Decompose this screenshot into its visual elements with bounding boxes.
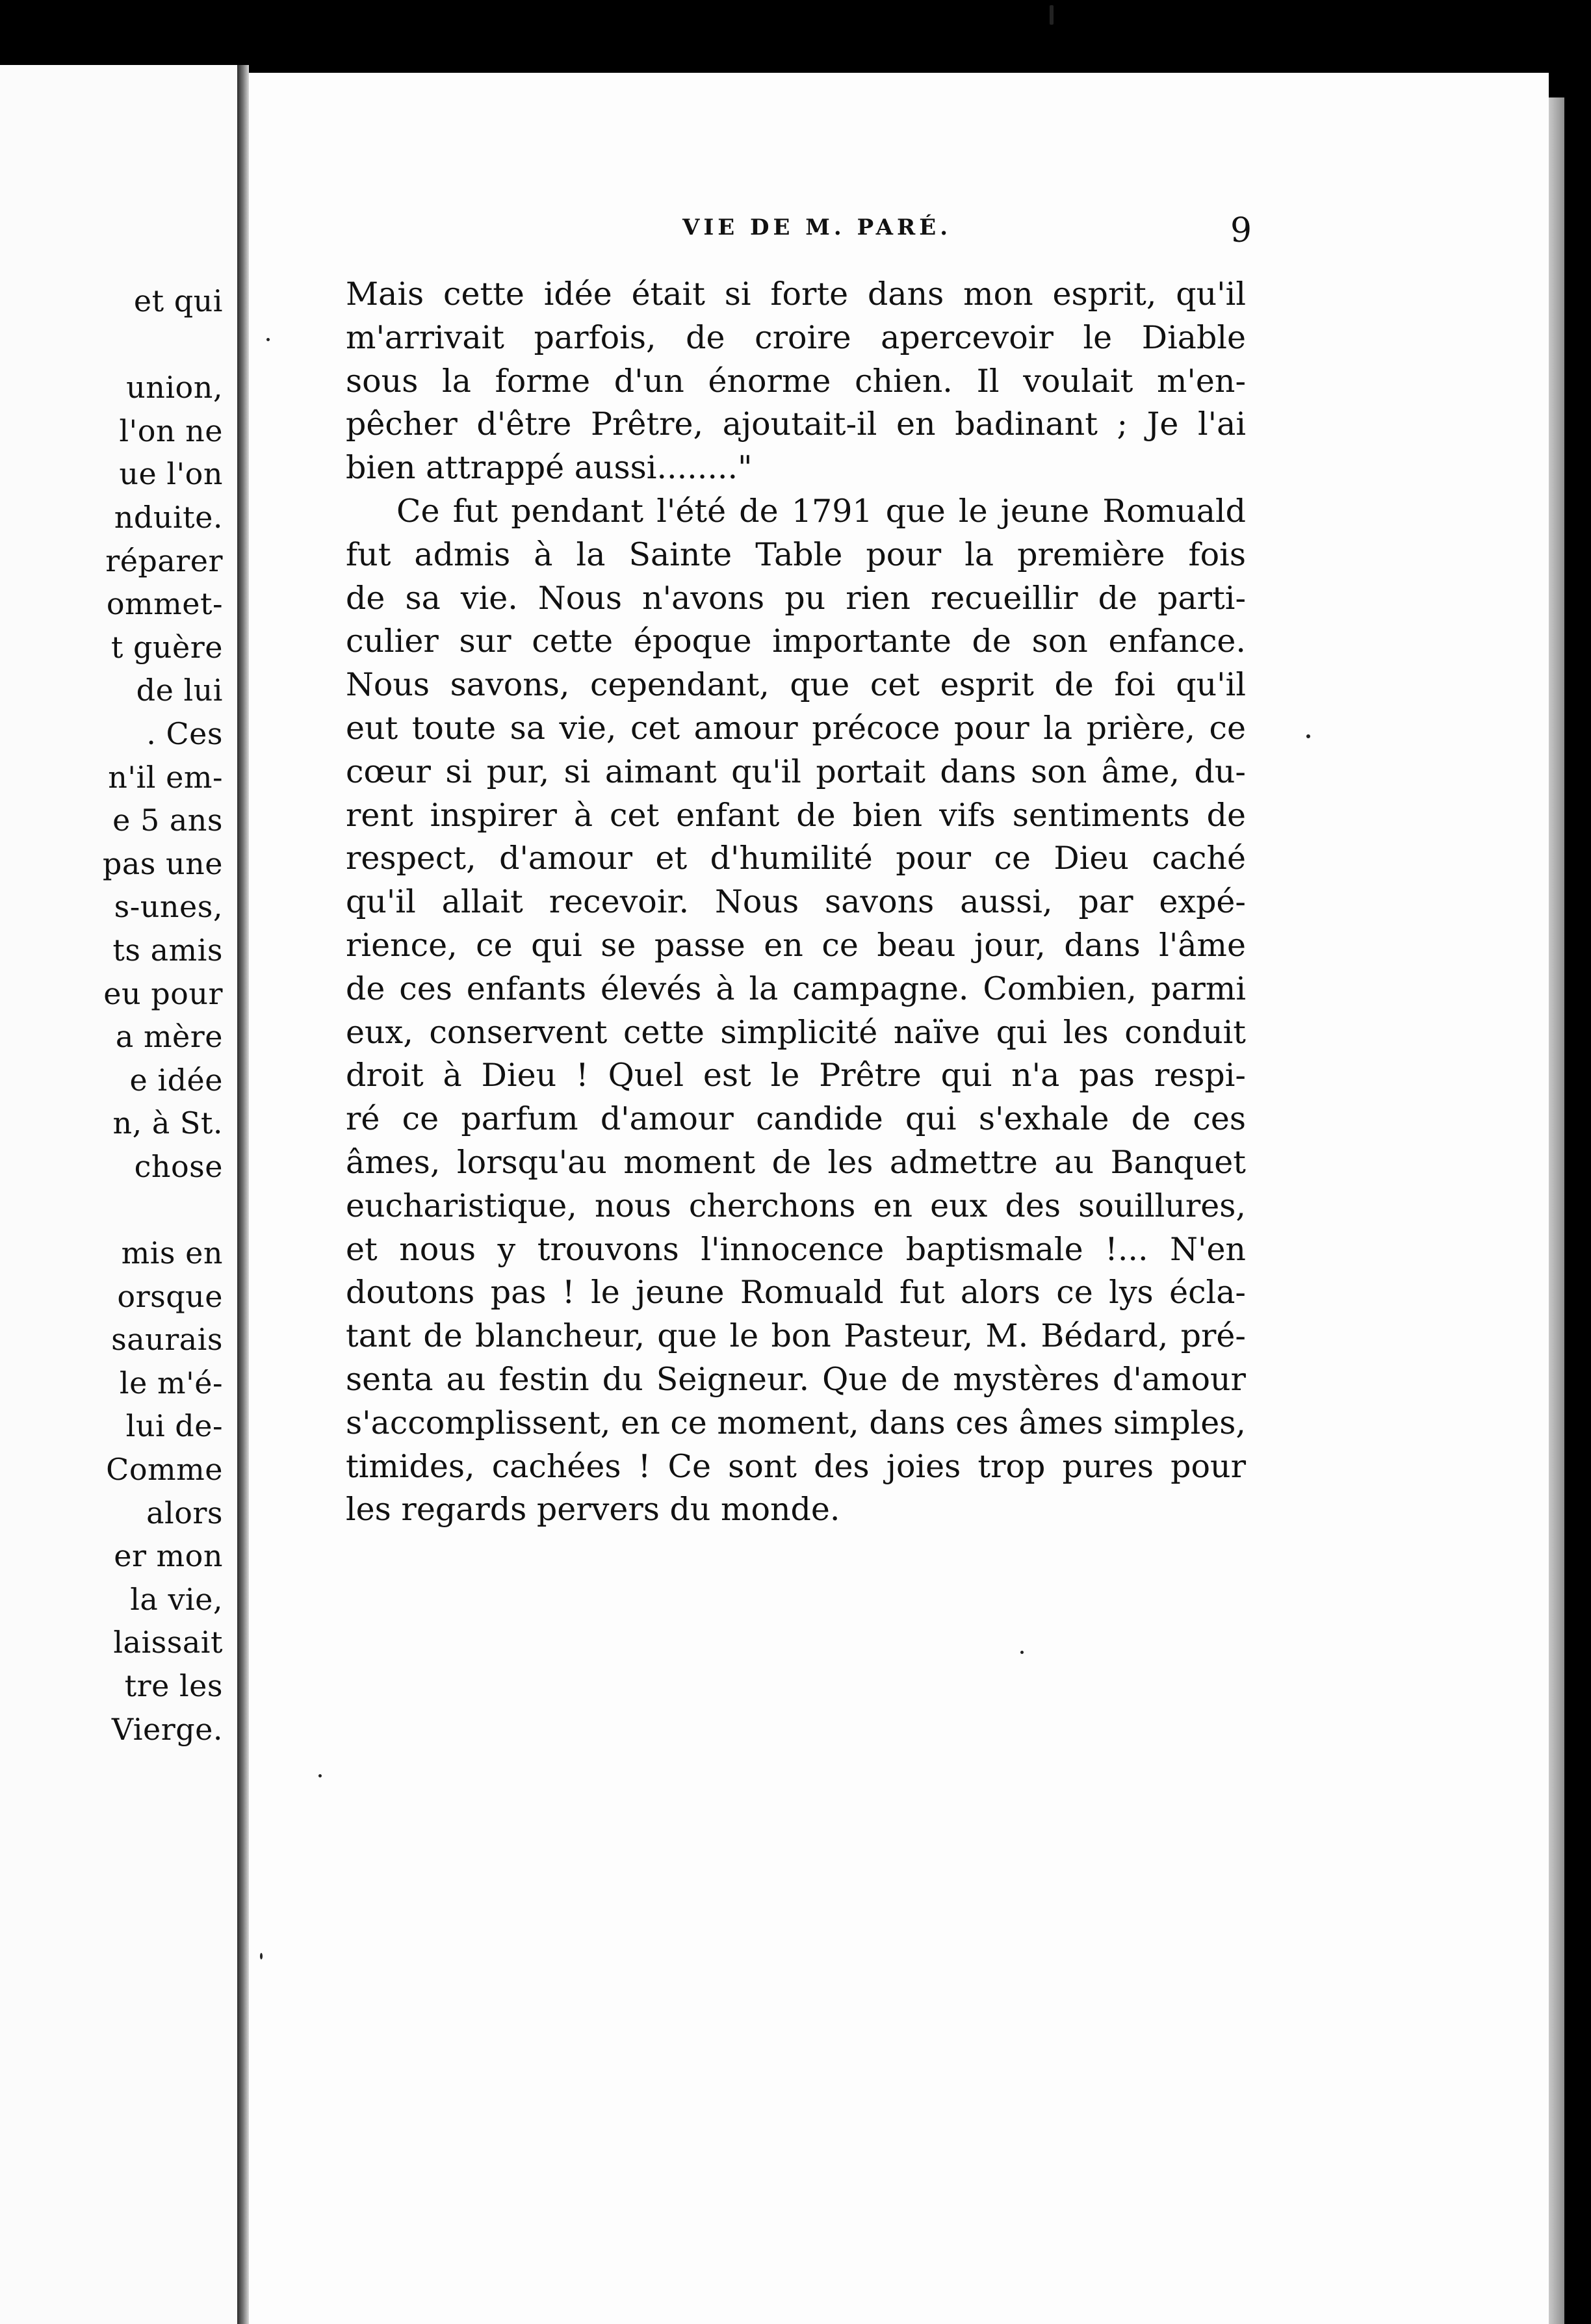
previous-page-line: saurais [111,1322,223,1358]
previous-page [0,65,237,2324]
text-line: cœur si pur, si aimant qu'il portait dans son âme, du- [346,753,1246,790]
previous-page-line: mis en [121,1235,223,1271]
previous-page-line: nduite. [114,499,223,535]
text-line: les regards pervers du monde. [346,1491,840,1529]
text-line: culier sur cette époque importante de son enfance. [346,623,1246,660]
text-line: rience, ce qui se passe en ce beau jour, dans l'âme [346,926,1246,964]
text-line: timides, cachées ! Ce sont des joies trop pures pour [346,1447,1246,1485]
previous-page-text [103,279,223,1751]
previous-page-line: lui de- [125,1408,223,1444]
text-line: âmes, lorsqu'au moment de les admettre au Banquet [346,1143,1246,1181]
paragraph [346,273,1246,490]
scan-speck [1306,734,1310,738]
text-line: pêcher d'être Prêtre, ajoutait-il en badinant ; Je l'ai [346,406,1246,443]
previous-page-line: réparer [105,543,223,578]
text-line: senta au festin du Seigneur. Que de mystères d'amour [346,1360,1246,1398]
text-line: eux, conservent cette simplicité naïve qui les conduit [346,1013,1246,1051]
previous-page-line: n, à St. [112,1105,223,1141]
previous-page-line: ommet- [106,586,223,622]
previous-page-line: t guère [110,629,223,665]
text-line: s'accomplissent, en ce moment, dans ces âmes simples, [346,1404,1246,1441]
previous-page-line: e 5 ans [112,803,223,838]
previous-page-line [103,323,223,367]
previous-page-line: er mon [114,1538,223,1574]
text-line: et nous y trouvons l'innocence baptismale !... N'en [346,1230,1246,1268]
previous-page-line: pas une [102,846,223,881]
text-line: eut toute sa vie, cet amour précoce pour la prière, ce [346,709,1246,747]
text-line: droit à Dieu ! Quel est le Prêtre qui n'a pas respi- [346,1057,1246,1094]
text-line: fut admis à la Sainte Table pour la première fois [346,536,1246,573]
previous-page-line: chose [134,1148,223,1184]
text-line: de sa vie. Nous n'avons pu rien recueillir de parti- [346,579,1246,617]
previous-page-line: Comme [106,1452,223,1488]
previous-page-line: a mère [115,1019,223,1055]
previous-page-line: l'on ne [119,413,223,448]
book-gutter [237,65,249,2324]
previous-page-line: orsque [117,1278,223,1314]
text-line: Mais cette idée était si forte dans mon esprit, qu'il [346,276,1246,313]
text-line: ré ce parfum d'amour candide qui s'exhale de ces [346,1100,1246,1138]
text-line: sous la forme d'un énorme chien. Il voulait m'en- [346,362,1246,400]
text-line: respect, d'amour et d'humilité pour ce Dieu caché [346,840,1246,877]
text-line: Ce fut pendant l'été de 1791 que le jeune Romuald [396,492,1246,530]
page-edge [1549,97,1564,2324]
scan-speck [1020,1651,1024,1654]
previous-page-line [103,1188,223,1232]
previous-page-line: le m'é- [119,1365,223,1401]
page-number: 9 [1230,211,1252,250]
text-line: de ces enfants élevés à la campagne. Combien, parmi [346,970,1246,1007]
previous-page-line: ts amis [112,932,223,968]
text-line: doutons pas ! le jeune Romuald fut alors ce lys écla- [346,1274,1246,1311]
previous-page-line: e idée [129,1062,223,1098]
previous-page-line: eu pour [103,975,223,1011]
previous-page-line: s-unes, [114,889,223,925]
text-line: qu'il allait recevoir. Nous savons aussi, par expé- [346,883,1246,921]
text-line: rent inspirer à cet enfant de bien vifs sentiments de [346,796,1246,834]
previous-page-line: alors [146,1495,223,1530]
text-line: Nous savons, cependant, que cet esprit de foi qu'il [346,666,1246,704]
scan-speck [260,1953,263,1959]
previous-page-line: et qui [133,283,223,318]
previous-page-line: union, [126,370,223,406]
previous-page-line: n'il em- [108,759,223,795]
running-head: VIE DE M. PARÉ. [682,214,952,240]
previous-page-line: ue l'on [119,456,223,492]
paragraph [346,490,1246,1532]
scan-speck [1050,5,1054,25]
previous-page-line: la vie, [130,1581,223,1617]
text-line: m'arrivait parfois, de croire apercevoir le Diable [346,318,1246,356]
previous-page-line: de lui [136,673,223,708]
previous-page-line: . Ces [146,716,223,751]
previous-page-line: Vierge. [111,1711,223,1747]
previous-page-line: laissait [113,1625,223,1660]
scan-speck [266,338,270,341]
body-text [346,273,1246,1532]
previous-page-line: tre les [124,1668,223,1703]
text-line: bien attrappé aussi........" [346,449,753,487]
text-line: eucharistique, nous cherchons en eux des souillures, [346,1187,1246,1224]
scan-speck [318,1774,322,1777]
text-line: tant de blancheur, que le bon Pasteur, M. Bédard, pré- [346,1317,1246,1355]
